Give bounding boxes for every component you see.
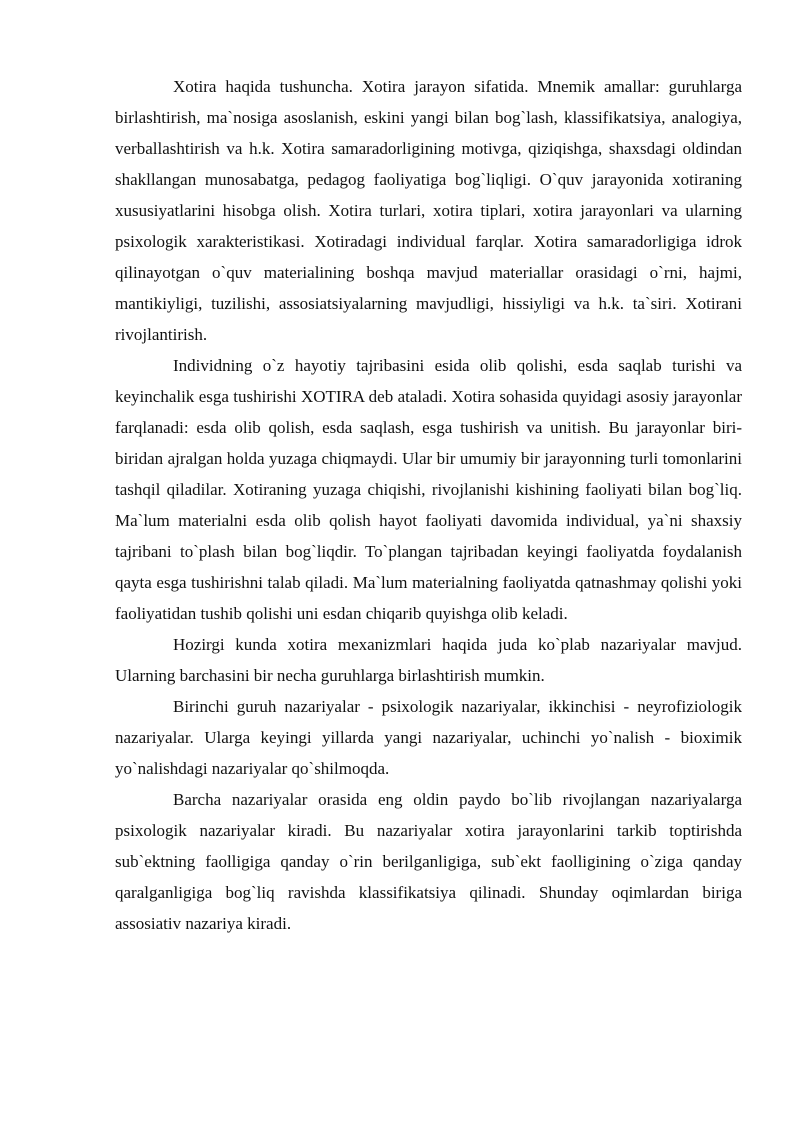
paragraph-theory-groups: Birinchi guruh nazariyalar - psixologik nazariyalar, ikkinchisi - neyrofiziologik nazariyalar. Ularga keyingi yillarda yangi nazariyalar, uchinchi yo`nalish - bioximik yo`nalishdagi nazariyalar qo`shilmoqda. [115, 697, 742, 778]
paragraph-memory-definition: Individning o`z hayotiy tajribasini esida olib qolishi, esda saqlab turishi va keyinchalik esga tushirishi XOTIRA deb ataladi. Xotira sohasida quyidagi asosiy jarayonlar farqlanadi: esda olib qolish, esda saqlash, esga tushirish va unitish. Bu jarayonlar biri-biridan ajralgan holda yuzaga chiqmaydi. Ular bir umumiy bir jarayonning turli tomonlarini tashqil qiladilar. Xotiraning yuzaga chiqishi, rivojlanishi kishining faoliyati bilan bog`liq. Ma`lum materialni esda olib qolish hayot faoliyati davomida individual, ya`ni shaxsiy tajribani to`plash bilan bog`liqdir. To`plangan tajribadan keyingi faoliyatda foydalanish qayta esga tushirishni talab qiladi. Ma`lum materialning faoliyatda qatnashmay qolishi yoki faoliyatidan tushib qolishi uni esdan chiqarib quyishga olib keladi. [115, 356, 742, 623]
document-page [115, 71, 742, 939]
paragraph-psychological-theories: Barcha nazariyalar orasida eng oldin paydo bo`lib rivojlangan nazariyalarga psixologik nazariyalar kiradi. Bu nazariyalar xotira jarayonlarini tarkib toptirishda sub`ektning faolligiga qanday o`rin berilganligiga, sub`ekt faolligining o`ziga qanday qaralganligiga bog`liq ravishda klassifikatsiya qilinadi. Shunday oqimlardan biriga assosiativ nazariya kiradi. [115, 790, 742, 933]
paragraph-memory-overview: Xotira haqida tushuncha. Xotira jarayon sifatida. Mnemik amallar: guruhlarga birlashtirish, ma`nosiga asoslanish, eskini yangi bilan bog`lash, klassifikatsiya, analogiya, verballashtirish va h.k. Xotira samaradorligining motivga, qiziqishga, shaxsdagi oldindan shakllangan munosabatga, pedagog faoliyatiga bog`liqligi. O`quv jarayonida xotiraning xususiyatlarini hisobga olish. Xotira turlari, xotira tiplari, xotira jarayonlari va ularning psixologik xarakteristikasi. Xotiradagi individual farqlar. Xotira samaradorligiga idrok qilinayotgan o`quv materialining boshqa mavjud materiallar orasidagi o`rni, hajmi, mantikiyligi, tuzilishi, assosiatsiyalarning mavjudligi, hissiyligi va h.k. ta`siri. Xotirani rivojlantirish. [115, 77, 742, 344]
paragraph-memory-mechanisms: Hozirgi kunda xotira mexanizmlari haqida juda ko`plab nazariyalar mavjud. Ularning barchasini bir necha guruhlarga birlashtirish mumkin. [115, 635, 742, 685]
